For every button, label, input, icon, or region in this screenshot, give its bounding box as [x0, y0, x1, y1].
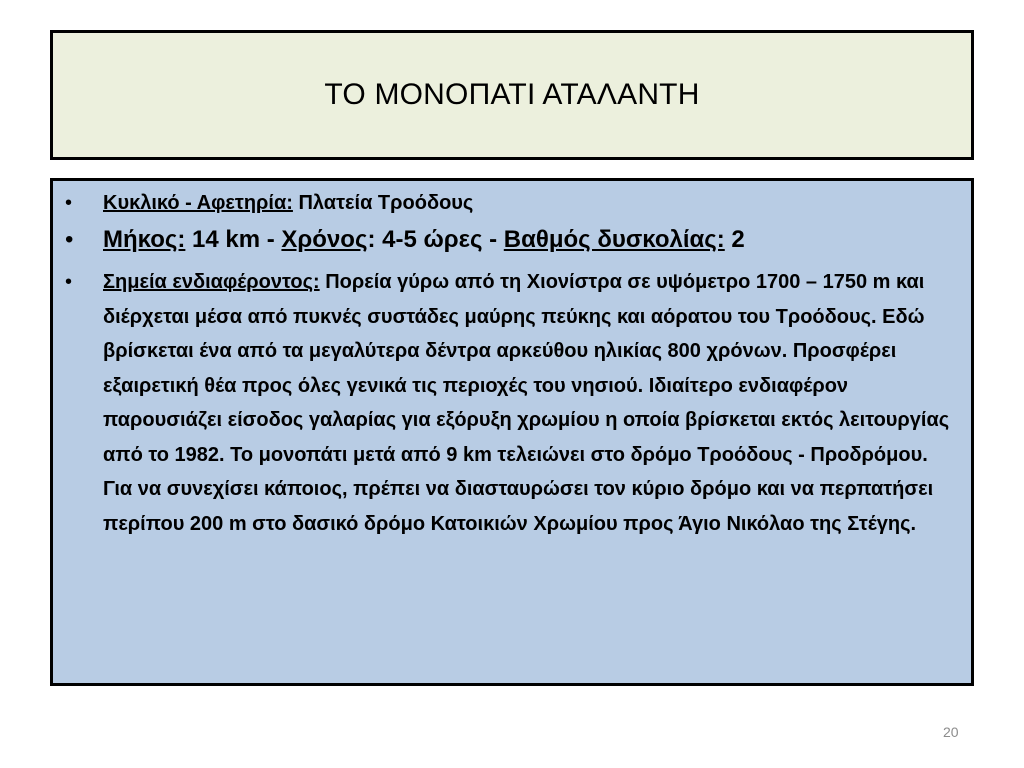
difficulty-label: Βαθμός δυσκολίας: — [503, 226, 725, 253]
length-label: Μήκος: — [103, 226, 186, 253]
difficulty-value: 2 — [724, 226, 745, 253]
points-of-interest-label: Σημεία ενδιαφέροντος: — [103, 271, 320, 293]
title-box — [50, 30, 974, 160]
start-point-value: Πλατεία Τροόδους — [292, 192, 474, 214]
bullet-start-point — [53, 189, 971, 217]
bullet-icon: • — [65, 271, 73, 293]
slide-title: ΤΟ ΜΟΝΟΠΑΤΙ ΑΤΑΛΑΝΤΗ — [324, 78, 700, 111]
time-label: Χρόνος — [281, 226, 368, 253]
content-box — [50, 178, 974, 686]
length-value: 14 km - — [185, 226, 282, 253]
bullet-icon: • — [65, 226, 74, 253]
bullet-list — [53, 189, 971, 541]
points-of-interest-text: Πορεία γύρω από τη Χιονίστρα σε υψόμετρο 1700 – 1750 m και διέρχεται μέσα από πυκνές συστάδες μαύρης πεύκης και αόρατου του Τροόδους. Εδώ βρίσκεται ένα από τα μεγαλύτερα δέντρα αρκεύθου ηλικίας 800 χρόνων. Προσφέρει εξαιρετική θέα προς όλες γενικά τις περιοχές του νησιού. Ιδιαίτερο ενδιαφέρον παρουσιάζει είσοδος γαλαρίας για εξόρυξη χρωμίου η οποία βρίσκεται εκτός λειτουργίας από το 1982. Το μονοπάτι μετά από 9 km τελειώνει στο δρόμο Τροόδους - Προδρόμου. Για να συνεχίσει κάποιος, πρέπει να διασταυρώσει τον κύριο δρόμο και να περπατήσει περίπου 200 m στο δασικό δρόμο Κατοικιών Χρωμίου προς Άγιο Νικόλαο της Στέγης. — [103, 271, 950, 535]
page-number: 20 — [943, 724, 959, 740]
bullet-icon: • — [65, 192, 73, 214]
time-value: : 4-5 ώρες - — [367, 226, 504, 253]
bullet-points-of-interest — [53, 265, 971, 541]
start-point-label: Κυκλικό - Αφετηρία: — [103, 192, 293, 214]
bullet-length-time — [53, 223, 971, 257]
